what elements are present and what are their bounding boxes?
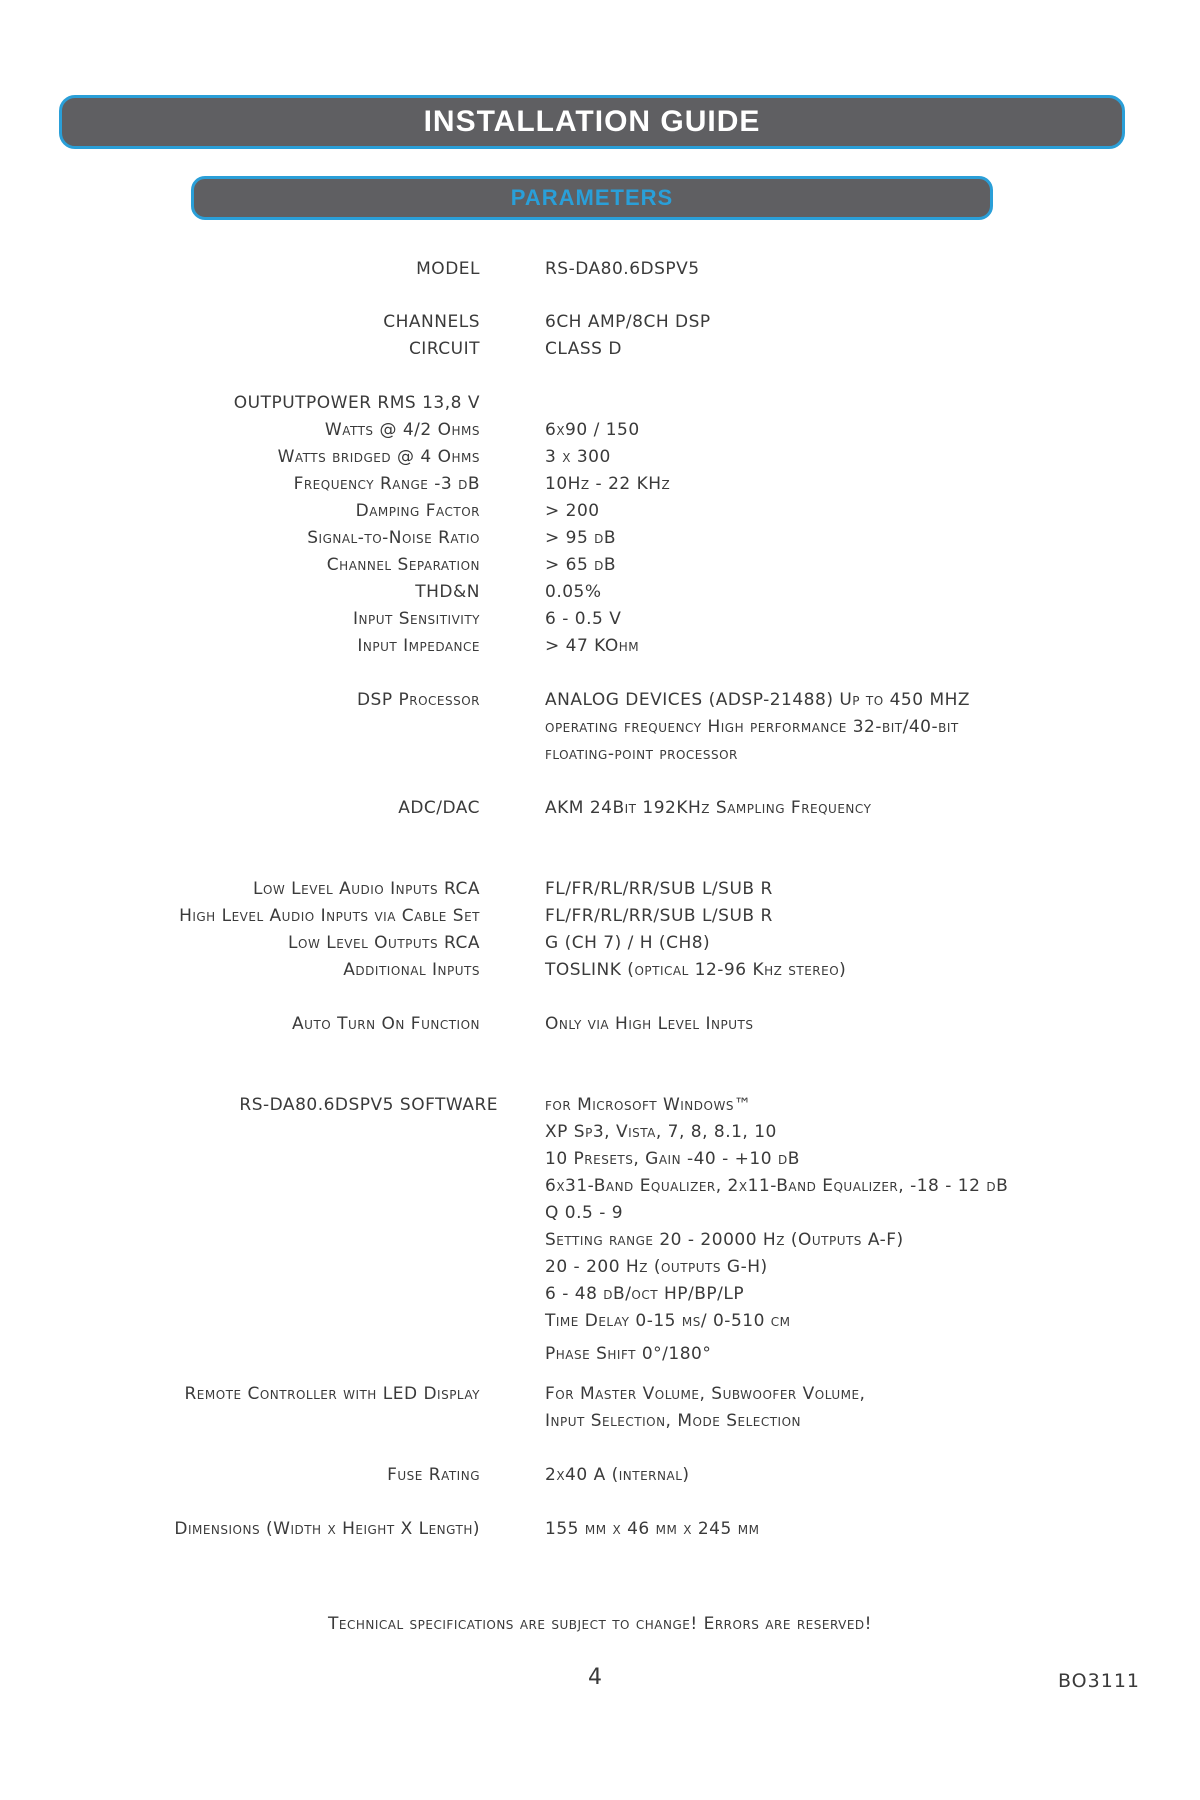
page-title: INSTALLATION GUIDE: [423, 105, 761, 138]
spec-label: Signal-to-Noise Ratio: [307, 528, 480, 548]
section-title: PARAMETERS: [510, 185, 674, 210]
spec-value: 6CH AMP/8CH DSP: [545, 312, 711, 332]
spec-label: RS-DA80.6DSPV5 SOFTWARE: [239, 1095, 498, 1115]
spec-label: Low Level Outputs RCA: [288, 933, 480, 953]
spec-value: 6 - 0.5 V: [545, 609, 622, 629]
spec-label: Additional Inputs: [343, 960, 480, 980]
spec-label: MODEL: [416, 259, 480, 279]
spec-value-line: Time Delay 0-15 ms/ 0-510 cm: [545, 1311, 791, 1331]
spec-value: > 65 dB: [545, 555, 617, 575]
disclaimer: Technical specifications are subject to change! Errors are reserved!: [328, 1614, 872, 1634]
spec-value: RS-DA80.6DSPV5: [545, 259, 700, 279]
spec-value-line: for Microsoft Windows™: [545, 1095, 752, 1115]
spec-value: Only via High Level Inputs: [545, 1014, 754, 1034]
spec-value: FL/FR/RL/RR/SUB L/SUB R: [545, 879, 773, 899]
spec-value: 3 x 300: [545, 447, 611, 467]
page-number: 4: [588, 1665, 602, 1690]
spec-value: G (CH 7) / H (CH8): [545, 933, 711, 953]
spec-label: THD&N: [415, 582, 480, 602]
spec-value: > 95 dB: [545, 528, 617, 548]
spec-value: > 47 KOhm: [545, 636, 640, 656]
spec-label: Damping Factor: [355, 501, 480, 521]
spec-label: CIRCUIT: [408, 339, 480, 359]
spec-label: Auto Turn On Function: [292, 1014, 480, 1034]
spec-value: TOSLINK (optical 12-96 Khz stereo): [545, 960, 847, 980]
spec-value-line: For Master Volume, Subwoofer Volume,: [545, 1384, 866, 1404]
spec-value-line: 10 Presets, Gain -40 - +10 dB: [545, 1149, 800, 1169]
section-banner: [191, 176, 993, 220]
spec-value: FL/FR/RL/RR/SUB L/SUB R: [545, 906, 773, 926]
spec-label: Input Sensitivity: [352, 609, 480, 629]
spec-value: 2x40 A (internal): [545, 1465, 690, 1485]
spec-value: AKM 24Bit 192KHz Sampling Frequency: [545, 798, 872, 818]
spec-value-line: Input Selection, Mode Selection: [545, 1411, 802, 1431]
spec-value-line: ANALOG DEVICES (ADSP-21488) Up to 450 MHZ: [545, 690, 971, 710]
spec-label: Frequency Range -3 dB: [293, 474, 480, 494]
spec-value: CLASS D: [545, 339, 622, 359]
spec-value-line: Q 0.5 - 9: [545, 1203, 624, 1223]
spec-label: CHANNELS: [383, 312, 480, 332]
spec-value: [545, 687, 970, 768]
spec-label: OUTPUTPOWER RMS 13,8 V: [233, 393, 480, 413]
spec-value: 10Hz - 22 KHz: [545, 474, 671, 494]
title-banner: [59, 95, 1125, 149]
spec-label: Fuse Rating: [387, 1465, 480, 1485]
spec-label: Channel Separation: [326, 555, 480, 575]
spec-value: > 200: [545, 501, 600, 521]
spec-value-line: 20 - 200 Hz (outputs G-H): [545, 1257, 768, 1277]
spec-value: [545, 1092, 1008, 1368]
spec-value: 6x90 / 150: [545, 420, 640, 440]
spec-label: Low Level Audio Inputs RCA: [253, 879, 480, 899]
spec-value-line: Setting range 20 - 20000 Hz (Outputs A-F): [545, 1230, 904, 1250]
spec-label: DSP Processor: [356, 690, 480, 710]
spec-label: Input Impedance: [357, 636, 480, 656]
spec-value-line: XP Sp3, Vista, 7, 8, 8.1, 10: [545, 1122, 777, 1142]
spec-value: 155 mm x 46 mm x 245 mm: [545, 1519, 760, 1539]
spec-label: Dimensions (Width x Height X Length): [174, 1519, 480, 1539]
document-code: BO3111: [1057, 1670, 1140, 1692]
spec-value-line: 6x31-Band Equalizer, 2x11-Band Equalizer, -18 - 12 dB: [545, 1176, 1009, 1196]
spec-label: Watts bridged @ 4 Ohms: [277, 447, 480, 467]
spec-label: High Level Audio Inputs via Cable Set: [179, 906, 480, 926]
spec-value-line: Phase Shift 0°/180°: [545, 1344, 712, 1364]
spec-value-line: operating frequency High performance 32-bit/40-bit: [545, 717, 959, 737]
spec-value: 0.05%: [545, 582, 602, 602]
spec-value-line: floating-point processor: [545, 744, 738, 764]
spec-value-line: 6 - 48 dB/oct HP/BP/LP: [545, 1284, 745, 1304]
spec-label: Watts @ 4/2 Ohms: [324, 420, 480, 440]
spec-label: ADC/DAC: [398, 798, 480, 818]
spec-label: Remote Controller with LED Display: [184, 1384, 480, 1404]
spec-value: [545, 1381, 865, 1435]
